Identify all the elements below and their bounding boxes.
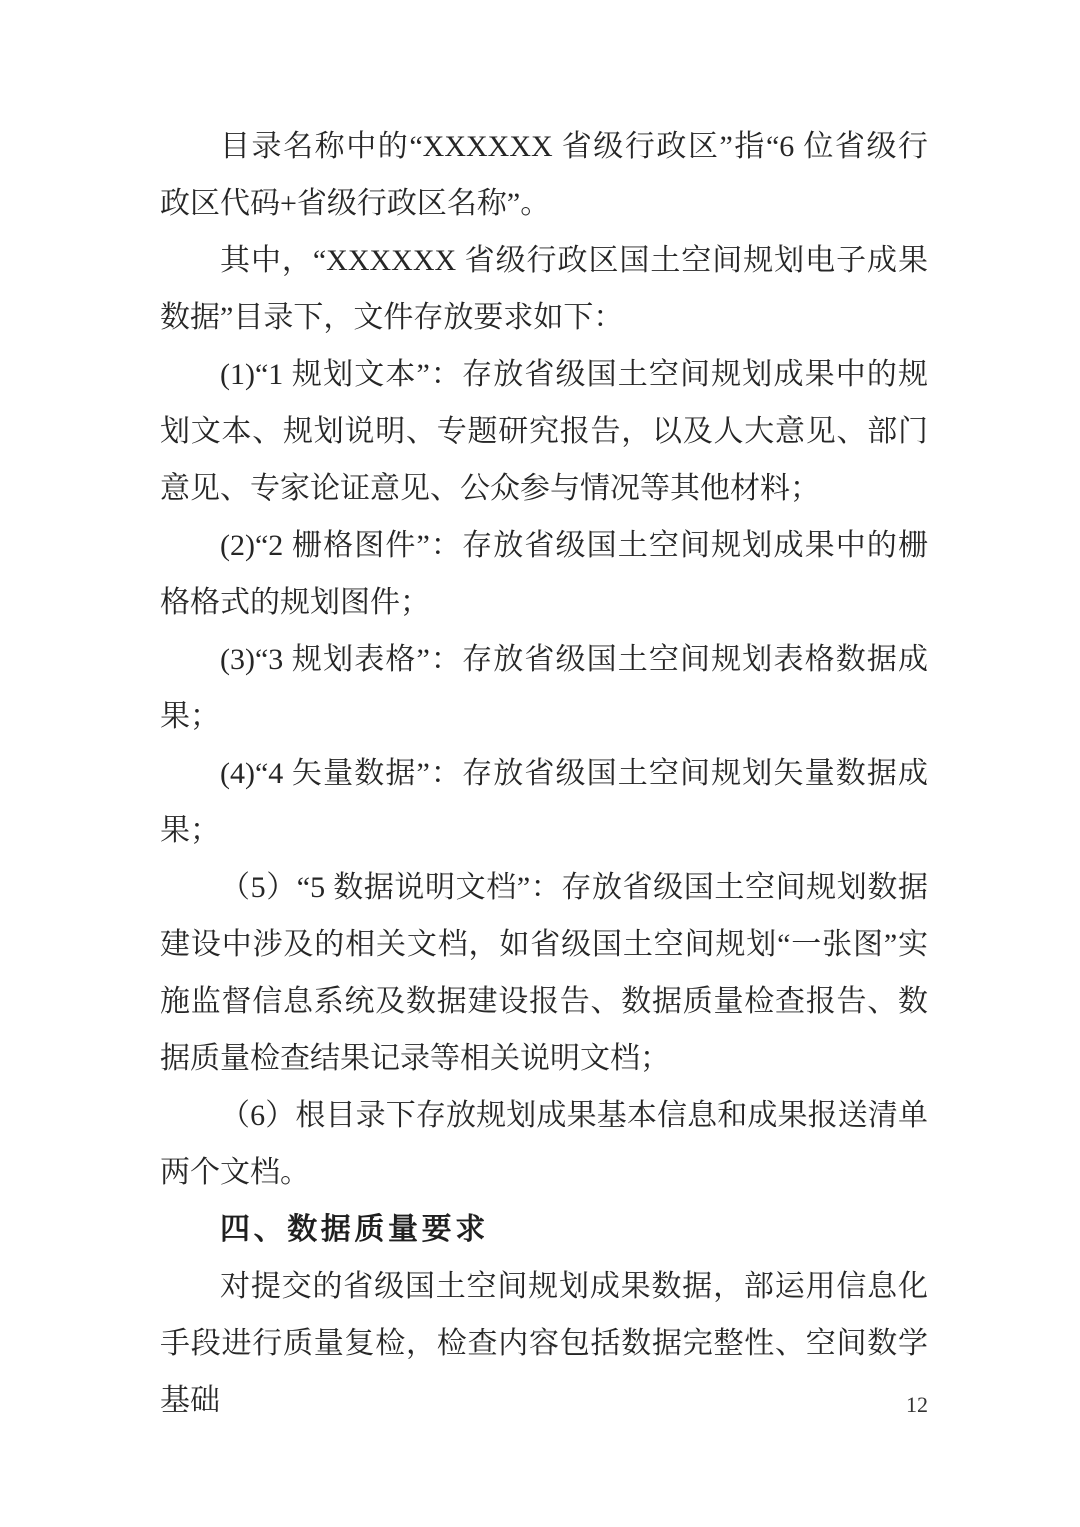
paragraph-item-6-root-directory: （6）根目录下存放规划成果基本信息和成果报送清单两个文档。 (160, 1099, 928, 1189)
paragraph-item-5-data-docs: （5）“5 数据说明文档”：存放省级国土空间规划数据建设中涉及的相关文档，如省级国土空间规划“一张图”实施监督信息系统及数据建设报告、数据质量检查报告、数据质量检查结果记录等相关说明文档； (160, 871, 928, 1075)
paragraph-quality-recheck: 对提交的省级国土空间规划成果数据，部运用信息化手段进行质量复检，检查内容包括数据完整性、空间数学基础 (160, 1270, 928, 1417)
paragraph-item-1-planning-text: (1)“1 规划文本”：存放省级国土空间规划成果中的规划文本、规划说明、专题研究报告，以及人大意见、部门意见、专家论证意见、公众参与情况等其他材料； (160, 358, 928, 505)
page-number: 12 (906, 1392, 928, 1417)
section-heading-data-quality: 四、数据质量要求 (220, 1213, 489, 1246)
paragraph-file-storage-intro: 其中，“XXXXXX 省级行政区国土空间规划电子成果数据”目录下，文件存放要求如下： (160, 244, 928, 334)
paragraph-item-2-raster-maps: (2)“2 栅格图件”：存放省级国土空间规划成果中的栅格格式的规划图件； (160, 529, 928, 619)
paragraph-directory-naming: 目录名称中的“XXXXXX 省级行政区”指“6 位省级行政区代码+省级行政区名称”。 (160, 130, 928, 220)
paragraph-item-4-vector-data: (4)“4 矢量数据”：存放省级国土空间规划矢量数据成果； (160, 757, 928, 847)
document-body (160, 118, 928, 1429)
paragraph-item-3-planning-tables: (3)“3 规划表格”：存放省级国土空间规划表格数据成果； (160, 643, 928, 733)
